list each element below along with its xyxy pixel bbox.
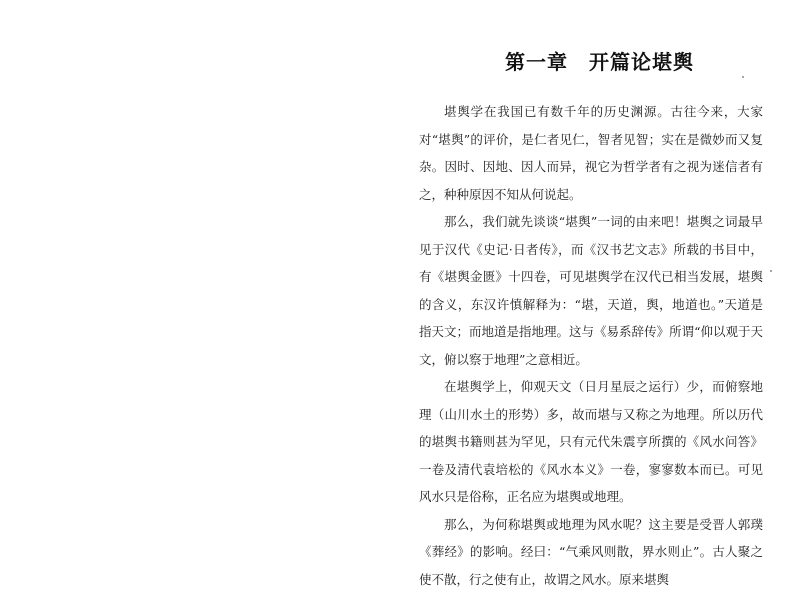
paragraph-4: 那么，为何称堪舆或地理为风水呢？这主要是受晋人郭璞《葬经》的影响。经曰：“气乘风则散，界水则止”。古人聚之使不散，行之使有止，故谓之风水。原来堪舆 bbox=[419, 516, 763, 587]
paragraph-2: 那么，我们就先谈谈“堪舆”一词的由来吧！堪舆之词最早见于汉代《史记·日者传》，而《汉书艺文志》所载的书目中，有《堪舆金匮》十四卷，可见堪舆学在汉代已相当发展，堪舆的含义，东汉许慎解释为：“堪，天道，舆，地道也。”天道是指天文；而地道是指地理。这与《易系辞传》所谓“仰以观于天文，俯以察于地理”之意相近。 bbox=[419, 214, 763, 367]
chapter-body bbox=[419, 98, 763, 593]
paragraph-1: 堪舆学在我国已有数千年的历史渊源。古往今来，大家对“堪舆”的评价，是仁者见仁，智者见智；实在是微妙而又复杂。因时、因地、因人而异，视它为哲学者有之视为迷信者有之，种种原因不知从何说起。 bbox=[419, 104, 763, 202]
scan-speck bbox=[770, 270, 772, 272]
paragraph-3: 在堪舆学上，仰观天文（日月星辰之运行）少，而俯察地理（山川水土的形势）多，故而堪与又称之为地理。所以历代的堪舆书籍则甚为罕见，只有元代朱震亨所撰的《风水问答》一卷及清代袁培松的《风水本义》一卷，寥寥数本而已。可见风水只是俗称，正名应为堪舆或地理。 bbox=[419, 379, 763, 504]
scan-speck bbox=[742, 76, 744, 78]
chapter-title: 第一章 开篇论堪舆 bbox=[505, 50, 694, 74]
